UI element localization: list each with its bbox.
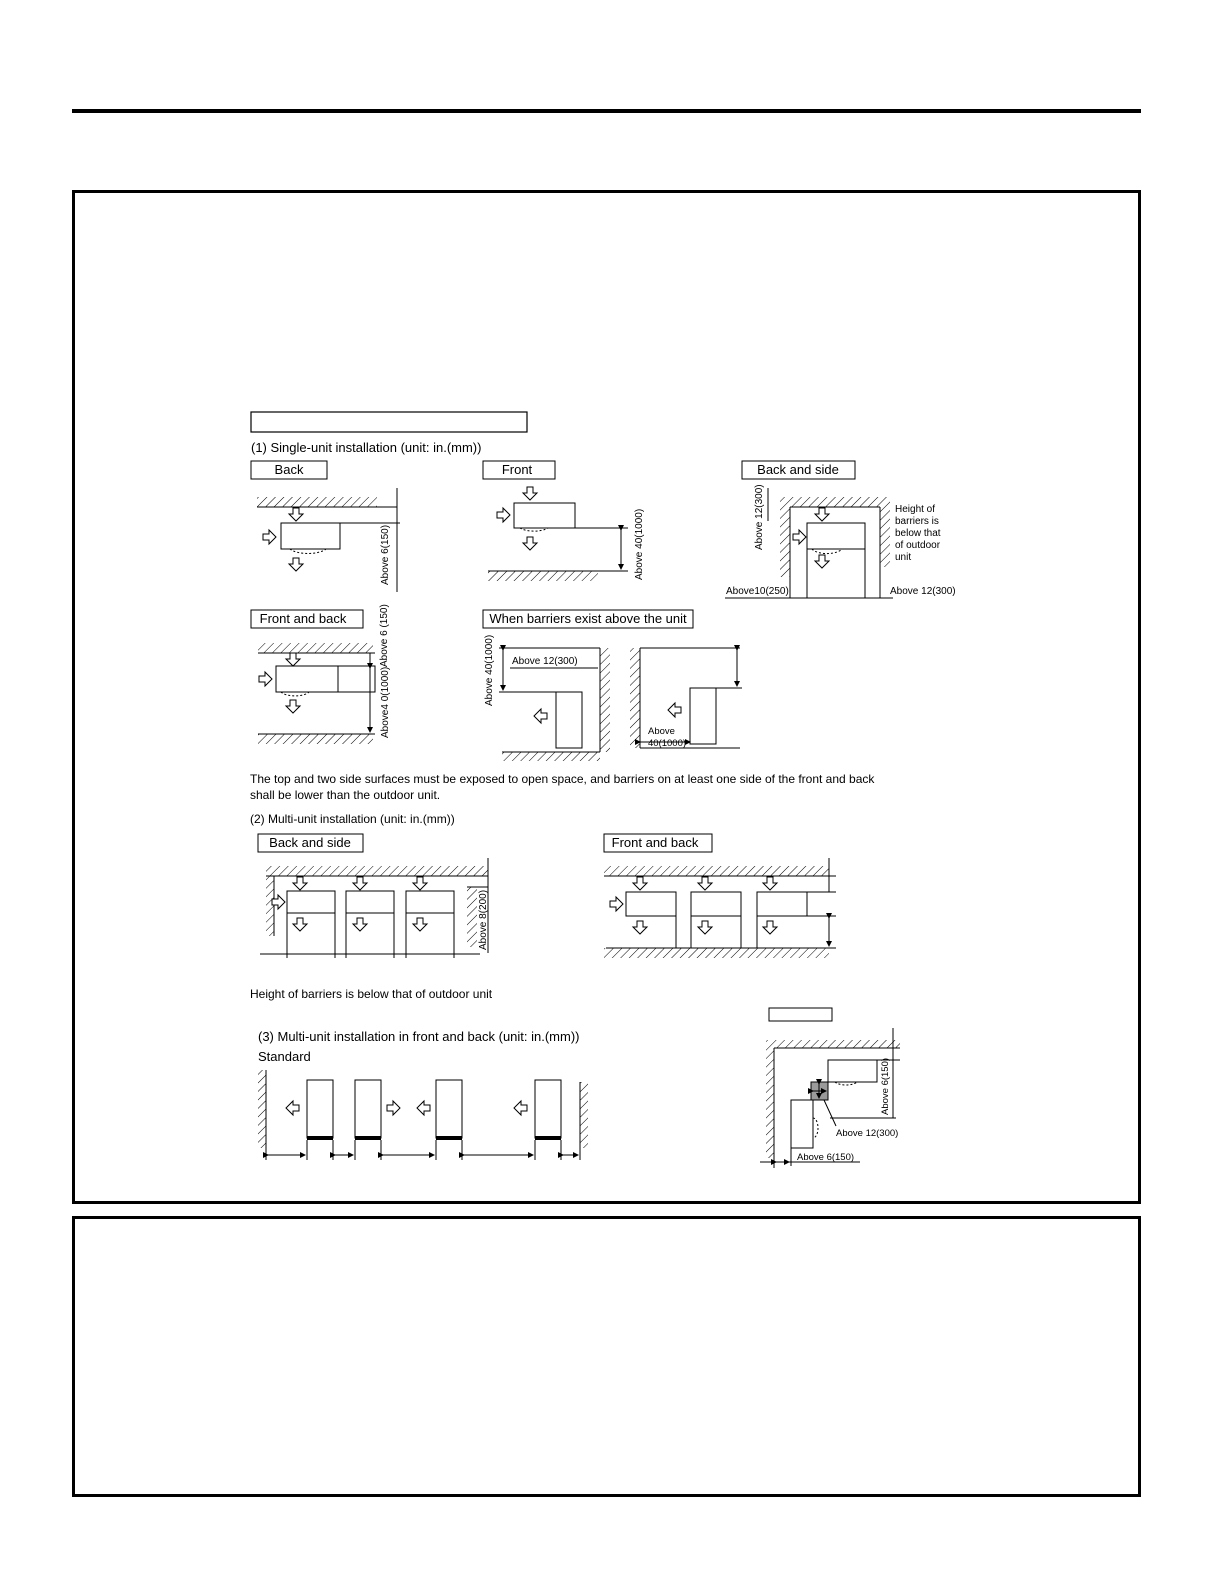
label-barriers-above: When barriers exist above the unit <box>489 611 687 626</box>
diagram-back <box>251 461 400 592</box>
diagram-corner <box>760 1008 900 1168</box>
diagram-barriers-above <box>483 610 742 761</box>
dim-barriers-bottom-1: Above <box>648 726 675 737</box>
diagram-front-back <box>251 604 391 744</box>
label-multi-front-back: Front and back <box>611 835 699 850</box>
single-note-2: shall be lower than the outdoor unit. <box>250 788 441 802</box>
single-heading: (1) Single-unit installation (unit: in.(mm)) <box>251 440 482 455</box>
dim-corner-mid: Above 12(300) <box>836 1128 899 1139</box>
diagram-multi-back-side <box>258 834 489 958</box>
note-back-side-3: below that <box>895 528 941 539</box>
blank-heading-bar <box>251 412 527 432</box>
dim-back-side-top: Above 12(300) <box>754 484 765 550</box>
note-back-side-5: unit <box>895 552 912 563</box>
note-back-side-1: Height of <box>895 504 936 515</box>
dim-corner-bottom: Above 6(150) <box>797 1152 855 1163</box>
multi-front-back-heading: (3) Multi-unit installation in front and back (unit: in.(mm)) <box>258 1029 580 1044</box>
dim-corner-right: Above 6(150) <box>880 1057 891 1115</box>
diagram-standard <box>258 1070 588 1160</box>
dim-front-back-top: Above 6 (150) <box>379 604 390 667</box>
label-back-side: Back and side <box>757 462 839 477</box>
dim-back-side-left: Above10(250) <box>726 586 789 597</box>
label-front-back: Front and back <box>259 611 347 626</box>
dim-barriers-top: Above 12(300) <box>512 656 578 667</box>
diagram-back-side <box>725 461 956 598</box>
dim-back-side-right: Above 12(300) <box>890 586 956 597</box>
single-note-1: The top and two side surfaces must be exposed to open space, and barriers on at least one side of the front and back <box>250 772 875 786</box>
standard-label: Standard <box>258 1049 311 1064</box>
label-front: Front <box>501 462 533 477</box>
dim-barriers-bottom-2: 40(1000) <box>648 738 687 749</box>
label-back: Back <box>274 462 304 477</box>
note-back-side-4: of outdoor <box>895 540 941 551</box>
blank-label-box-corner <box>769 1008 832 1021</box>
dim-front: Above 40(1000) <box>634 508 645 580</box>
multi-heading: (2) Multi-unit installation (unit: in.(mm)) <box>250 812 455 826</box>
dim-back: Above 6(150) <box>380 524 391 585</box>
note-back-side-2: barriers is <box>895 516 939 527</box>
diagram-front <box>483 461 645 581</box>
diagram-multi-front-back <box>604 834 836 958</box>
dim-multi-back-side: Above 8(200) <box>478 889 489 950</box>
dim-barriers-side: Above 40(1000) <box>484 634 495 706</box>
label-multi-back-side: Back and side <box>269 835 351 850</box>
dim-front-back-bottom: Above4 0(1000) <box>380 666 391 738</box>
multi-note: Height of barriers is below that of outdoor unit <box>250 987 493 1001</box>
